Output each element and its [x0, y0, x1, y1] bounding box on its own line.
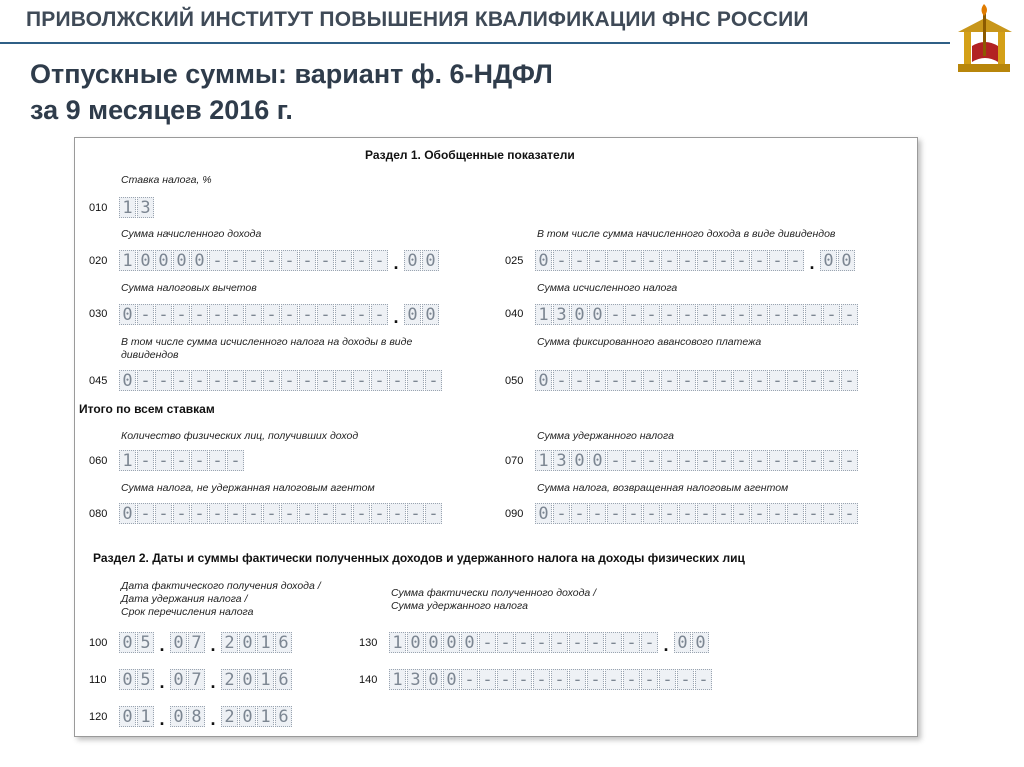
digit-cell: 3: [553, 450, 570, 471]
digit-cell: 2: [221, 706, 238, 727]
digit-cell: -: [823, 503, 840, 524]
digit-cell: -: [679, 503, 696, 524]
field-040[interactable]: [535, 304, 859, 326]
digit-cell: -: [607, 450, 624, 471]
digit-cell: -: [497, 669, 514, 690]
label-060: Количество физических лиц, получивших доход: [121, 430, 359, 442]
digit-cell: -: [677, 669, 694, 690]
institute-header: ПРИВОЛЖСКИЙ ИНСТИТУТ ПОВЫШЕНИЯ КВАЛИФИКАЦИИ ФНС РОССИИ: [26, 8, 809, 31]
digit-cell: 2: [221, 632, 238, 653]
digit-cell: -: [733, 450, 750, 471]
digit-cell: -: [625, 250, 642, 271]
digit-cell: 0: [820, 250, 837, 271]
digit-cell: 0: [119, 669, 136, 690]
digit-cell: -: [137, 503, 154, 524]
digit-cell: -: [209, 250, 226, 271]
label-080: Сумма налога, не удержанная налоговым агентом: [121, 482, 375, 494]
digit-cell: -: [553, 250, 570, 271]
digit-cell: -: [209, 370, 226, 391]
digit-cell: -: [571, 250, 588, 271]
digit-cell: 0: [137, 250, 154, 271]
section1-title: Раздел 1. Обобщенные показатели: [365, 148, 575, 162]
code-010: 010: [89, 202, 108, 214]
digit-cell: -: [589, 370, 606, 391]
digit-cell: -: [589, 250, 606, 271]
digit-cell: -: [335, 304, 352, 325]
digit-cell: -: [769, 450, 786, 471]
decimal-separator: .: [159, 709, 165, 729]
digit-cell: -: [173, 503, 190, 524]
field-050[interactable]: [535, 370, 859, 392]
digit-cell: 0: [443, 669, 460, 690]
digit-cell: 6: [275, 632, 292, 653]
digit-cell: -: [641, 632, 658, 653]
digit-cell: -: [787, 450, 804, 471]
digit-cell: -: [769, 370, 786, 391]
digit-cell: -: [805, 304, 822, 325]
digit-cell: 0: [170, 706, 187, 727]
digit-cell: -: [407, 503, 424, 524]
label-020: Сумма начисленного дохода: [121, 228, 262, 240]
digit-cell: -: [227, 450, 244, 471]
digit-cell: -: [263, 304, 280, 325]
digit-cell: -: [389, 370, 406, 391]
digit-cell: -: [623, 632, 640, 653]
digit-cell: -: [515, 632, 532, 653]
digit-cell: -: [715, 450, 732, 471]
digit-cell: 0: [239, 669, 256, 690]
digit-cell: -: [317, 304, 334, 325]
digit-cell: 3: [137, 197, 154, 218]
digit-cell: -: [227, 304, 244, 325]
digit-cell: 1: [389, 669, 406, 690]
digit-cell: -: [751, 250, 768, 271]
digit-cell: -: [281, 370, 298, 391]
digit-cell: -: [317, 503, 334, 524]
digit-cell: 0: [422, 304, 439, 325]
digit-cell: -: [245, 250, 262, 271]
digit-cell: -: [461, 669, 478, 690]
digit-cell: -: [281, 250, 298, 271]
field-100[interactable]: [119, 632, 293, 654]
digit-cell: 0: [443, 632, 460, 653]
digit-cell: -: [479, 632, 496, 653]
digit-cell: -: [353, 250, 370, 271]
digit-cell: 1: [257, 669, 274, 690]
digit-cell: -: [227, 370, 244, 391]
digit-cell: 1: [119, 250, 136, 271]
digit-cell: 0: [571, 304, 588, 325]
digit-cell: 0: [119, 304, 136, 325]
code-030: 030: [89, 308, 108, 320]
digit-cell: 0: [535, 503, 552, 524]
digit-cell: 1: [119, 197, 136, 218]
digit-cell: -: [173, 370, 190, 391]
field-130[interactable]: [389, 632, 710, 654]
code-080: 080: [89, 508, 108, 520]
digit-cell: -: [841, 304, 858, 325]
digit-cell: -: [569, 669, 586, 690]
digit-cell: -: [263, 503, 280, 524]
digit-cell: -: [641, 669, 658, 690]
digit-cell: -: [245, 370, 262, 391]
decimal-separator: .: [210, 672, 216, 692]
digit-cell: -: [805, 370, 822, 391]
digit-cell: -: [661, 450, 678, 471]
digit-cell: 5: [137, 632, 154, 653]
digit-cell: -: [733, 370, 750, 391]
digit-cell: -: [661, 250, 678, 271]
digit-cell: -: [787, 370, 804, 391]
digit-cell: 0: [422, 250, 439, 271]
digit-cell: 0: [838, 250, 855, 271]
digit-cell: -: [227, 503, 244, 524]
code-070: 070: [505, 455, 524, 467]
digit-cell: -: [841, 503, 858, 524]
digit-cell: -: [697, 370, 714, 391]
digit-cell: -: [371, 503, 388, 524]
digit-cell: -: [661, 503, 678, 524]
digit-cell: -: [191, 370, 208, 391]
digit-cell: -: [317, 370, 334, 391]
digit-cell: -: [661, 370, 678, 391]
code-120: 120: [89, 711, 108, 723]
digit-cell: -: [299, 250, 316, 271]
digit-cell: -: [137, 370, 154, 391]
digit-cell: -: [515, 669, 532, 690]
digit-cell: 0: [407, 632, 424, 653]
digit-cell: 0: [425, 632, 442, 653]
digit-cell: -: [335, 503, 352, 524]
digit-cell: 0: [170, 632, 187, 653]
digit-cell: 0: [239, 632, 256, 653]
digit-cell: -: [571, 370, 588, 391]
digit-cell: -: [263, 250, 280, 271]
decimal-separator: .: [393, 307, 399, 327]
digit-cell: 0: [239, 706, 256, 727]
field-010[interactable]: [119, 197, 155, 219]
digit-cell: -: [281, 503, 298, 524]
digit-cell: -: [823, 370, 840, 391]
code-025: 025: [505, 255, 524, 267]
digit-cell: 1: [119, 450, 136, 471]
digit-cell: -: [553, 503, 570, 524]
digit-cell: -: [371, 304, 388, 325]
digit-cell: 0: [155, 250, 172, 271]
digit-cell: -: [191, 503, 208, 524]
decimal-separator: .: [159, 672, 165, 692]
digit-cell: 0: [173, 250, 190, 271]
label-010: Ставка налога, %: [121, 174, 212, 186]
decimal-separator: .: [210, 709, 216, 729]
digit-cell: -: [551, 632, 568, 653]
decimal-separator: .: [809, 253, 815, 273]
digit-cell: -: [697, 450, 714, 471]
digit-cell: -: [137, 450, 154, 471]
digit-cell: -: [587, 669, 604, 690]
digit-cell: -: [533, 669, 550, 690]
digit-cell: -: [335, 370, 352, 391]
digit-cell: -: [715, 370, 732, 391]
digit-cell: 0: [589, 304, 606, 325]
digit-cell: 7: [188, 669, 205, 690]
digit-cell: -: [733, 250, 750, 271]
field-020[interactable]: [119, 250, 440, 272]
digit-cell: 0: [191, 250, 208, 271]
digit-cell: 2: [221, 669, 238, 690]
digit-cell: 7: [188, 632, 205, 653]
digit-cell: 6: [275, 669, 292, 690]
digit-cell: -: [679, 370, 696, 391]
field-120[interactable]: [119, 706, 293, 728]
code-130: 130: [359, 637, 378, 649]
digit-cell: 3: [407, 669, 424, 690]
digit-cell: -: [155, 450, 172, 471]
digit-cell: -: [841, 450, 858, 471]
digit-cell: -: [263, 370, 280, 391]
digit-cell: -: [425, 370, 442, 391]
digit-cell: -: [751, 503, 768, 524]
digit-cell: -: [155, 370, 172, 391]
digit-cell: -: [751, 370, 768, 391]
label-090: Сумма налога, возвращенная налоговым агентом: [537, 482, 789, 494]
digit-cell: -: [607, 503, 624, 524]
decimal-separator: .: [210, 635, 216, 655]
digit-cell: 0: [119, 503, 136, 524]
digit-cell: 0: [119, 370, 136, 391]
label-040: Сумма исчисленного налога: [537, 282, 678, 294]
digit-cell: -: [191, 304, 208, 325]
digit-cell: -: [625, 450, 642, 471]
digit-cell: -: [697, 250, 714, 271]
code-140: 140: [359, 674, 378, 686]
label-070: Сумма удержанного налога: [537, 430, 674, 442]
digit-cell: -: [607, 304, 624, 325]
digit-cell: -: [697, 503, 714, 524]
label-025: В том числе сумма начисленного дохода в виде дивидендов: [537, 228, 836, 240]
digit-cell: -: [805, 450, 822, 471]
digit-cell: -: [245, 304, 262, 325]
label-030: Сумма налоговых вычетов: [121, 282, 257, 294]
label-050: Сумма фиксированного авансового платежа: [537, 336, 762, 348]
digit-cell: -: [823, 450, 840, 471]
digit-cell: -: [299, 503, 316, 524]
digit-cell: -: [209, 304, 226, 325]
digit-cell: -: [769, 503, 786, 524]
digit-cell: 1: [389, 632, 406, 653]
digit-cell: -: [353, 503, 370, 524]
digit-cell: -: [569, 632, 586, 653]
digit-cell: -: [805, 503, 822, 524]
digit-cell: -: [353, 304, 370, 325]
digit-cell: -: [587, 632, 604, 653]
digit-cell: -: [751, 450, 768, 471]
digit-cell: -: [643, 304, 660, 325]
digit-cell: -: [227, 250, 244, 271]
code-045: 045: [89, 375, 108, 387]
digit-cell: -: [769, 304, 786, 325]
digit-cell: -: [623, 669, 640, 690]
digit-cell: -: [299, 370, 316, 391]
digit-cell: -: [371, 370, 388, 391]
digit-cell: 6: [275, 706, 292, 727]
digit-cell: 0: [674, 632, 691, 653]
digit-cell: -: [787, 304, 804, 325]
digit-cell: -: [425, 503, 442, 524]
digit-cell: -: [605, 632, 622, 653]
digit-cell: -: [551, 669, 568, 690]
digit-cell: -: [335, 250, 352, 271]
digit-cell: -: [823, 304, 840, 325]
digit-cell: 0: [461, 632, 478, 653]
digit-cell: -: [607, 370, 624, 391]
digit-cell: -: [407, 370, 424, 391]
digit-cell: -: [643, 450, 660, 471]
digit-cell: -: [841, 370, 858, 391]
digit-cell: -: [787, 503, 804, 524]
label-045: В том числе сумма исчисленного налога на доходы в виде дивидендов: [121, 336, 413, 361]
digit-cell: 5: [137, 669, 154, 690]
field-030[interactable]: [119, 304, 440, 326]
code-100: 100: [89, 637, 108, 649]
digit-cell: 1: [137, 706, 154, 727]
digit-cell: 0: [170, 669, 187, 690]
digit-cell: -: [173, 450, 190, 471]
digit-cell: -: [317, 250, 334, 271]
digit-cell: 0: [535, 250, 552, 271]
digit-cell: 1: [257, 632, 274, 653]
digit-cell: -: [479, 669, 496, 690]
digit-cell: -: [679, 250, 696, 271]
ndfl-form: [74, 137, 918, 737]
digit-cell: 0: [535, 370, 552, 391]
digit-cell: -: [679, 450, 696, 471]
decimal-separator: .: [393, 253, 399, 273]
digit-cell: -: [715, 304, 732, 325]
digit-cell: -: [697, 304, 714, 325]
digit-cell: -: [607, 250, 624, 271]
digit-cell: -: [733, 304, 750, 325]
label-dates: Дата фактического получения дохода / Дата удержания налога / Срок перечисления налога: [121, 580, 321, 618]
digit-cell: -: [173, 304, 190, 325]
digit-cell: -: [643, 503, 660, 524]
digit-cell: -: [533, 632, 550, 653]
decimal-separator: .: [663, 635, 669, 655]
digit-cell: 0: [119, 632, 136, 653]
field-090[interactable]: [535, 503, 859, 525]
digit-cell: -: [625, 503, 642, 524]
field-110[interactable]: [119, 669, 293, 691]
digit-cell: -: [191, 450, 208, 471]
code-110: 110: [89, 674, 107, 686]
digit-cell: 1: [535, 304, 552, 325]
institute-logo-icon: [950, 2, 1020, 78]
digit-cell: -: [281, 304, 298, 325]
digit-cell: -: [389, 503, 406, 524]
digit-cell: -: [733, 503, 750, 524]
slide-title: [30, 56, 553, 128]
code-020: 020: [89, 255, 108, 267]
digit-cell: -: [553, 370, 570, 391]
decimal-separator: .: [159, 635, 165, 655]
digit-cell: -: [695, 669, 712, 690]
digit-cell: -: [137, 304, 154, 325]
digit-cell: 0: [425, 669, 442, 690]
title-line-2: за 9 месяцев 2016 г.: [30, 95, 293, 125]
section2-title: Раздел 2. Даты и суммы фактически полученных доходов и удержанного налога на доходы физических лиц: [93, 551, 745, 565]
digit-cell: 0: [692, 632, 709, 653]
code-060: 060: [89, 455, 108, 467]
digit-cell: -: [209, 450, 226, 471]
digit-cell: -: [571, 503, 588, 524]
digit-cell: -: [625, 370, 642, 391]
digit-cell: -: [155, 503, 172, 524]
digit-cell: -: [679, 304, 696, 325]
digit-cell: -: [209, 503, 226, 524]
code-050: 050: [505, 375, 524, 387]
field-025[interactable]: [535, 250, 856, 272]
digit-cell: -: [643, 250, 660, 271]
digit-cell: -: [751, 304, 768, 325]
digit-cell: 0: [589, 450, 606, 471]
digit-cell: -: [353, 370, 370, 391]
code-040: 040: [505, 308, 524, 320]
header-divider: [0, 42, 950, 44]
digit-cell: -: [497, 632, 514, 653]
digit-cell: 3: [553, 304, 570, 325]
digit-cell: -: [245, 503, 262, 524]
digit-cell: 1: [257, 706, 274, 727]
digit-cell: 8: [188, 706, 205, 727]
field-045[interactable]: [119, 370, 443, 392]
digit-cell: -: [155, 304, 172, 325]
title-line-1: Отпускные суммы: вариант ф. 6-НДФЛ: [30, 59, 553, 89]
itogo-heading: Итого по всем ставкам: [79, 402, 215, 416]
field-070[interactable]: [535, 450, 859, 472]
digit-cell: -: [715, 250, 732, 271]
digit-cell: -: [769, 250, 786, 271]
digit-cell: -: [643, 370, 660, 391]
field-060[interactable]: [119, 450, 245, 472]
digit-cell: -: [299, 304, 316, 325]
field-140[interactable]: [389, 669, 713, 691]
digit-cell: -: [787, 250, 804, 271]
digit-cell: -: [605, 669, 622, 690]
digit-cell: -: [589, 503, 606, 524]
digit-cell: 1: [535, 450, 552, 471]
digit-cell: 0: [404, 250, 421, 271]
digit-cell: 0: [571, 450, 588, 471]
digit-cell: -: [661, 304, 678, 325]
digit-cell: 0: [404, 304, 421, 325]
digit-cell: -: [659, 669, 676, 690]
digit-cell: -: [625, 304, 642, 325]
digit-cell: 0: [119, 706, 136, 727]
label-sums: Сумма фактически полученного дохода / Сумма удержанного налога: [391, 587, 597, 612]
digit-cell: -: [715, 503, 732, 524]
field-080[interactable]: [119, 503, 443, 525]
digit-cell: -: [371, 250, 388, 271]
code-090: 090: [505, 508, 524, 520]
